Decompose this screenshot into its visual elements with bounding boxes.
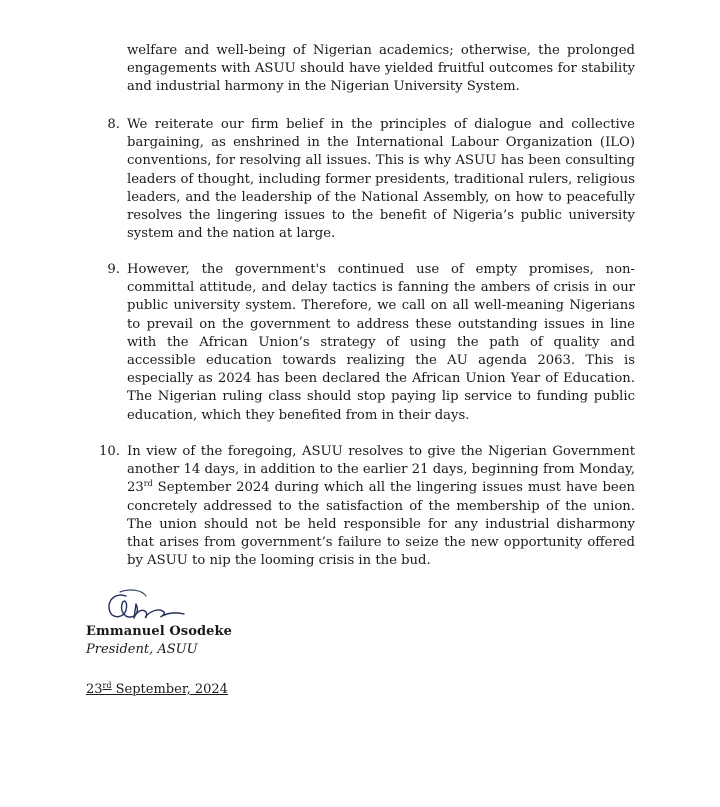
signatory-name: Emmanuel Osodeke: [86, 624, 233, 639]
paragraph-10-number: 10.: [99, 444, 120, 459]
date-rest: September, 2024: [111, 682, 228, 697]
paragraph-10: [127, 443, 635, 570]
date-sup: rd: [102, 681, 112, 690]
paragraph-8: We reiterate our firm belief in the principles of dialogue and collective bargaining, as enshrined in the International Labour Organization (ILO) conventions, for resolving all issues. This is why ASUU has been consulting leaders of thought, including former presidents, traditional rulers, religious leaders, and the leadership of the National Assembly, on how to peacefully resolves the lingering issues to the benefit of Nigeria’s public university system and the nation at large.: [127, 117, 635, 242]
paragraph-7-continued: welfare and well-being of Nigerian academics; otherwise, the prolonged engagements with ASUU should have yielded fruitful outcomes for stability and industrial harmony in the Nigerian University System.: [127, 43, 635, 95]
date-day: 23: [86, 682, 103, 697]
paragraph-10-text-b: September 2024 during which all the lingering issues must have been concretely addressed to the satisfaction of the membership of the union. The union should not be held responsible for any industrial disharmony that arises from government’s failure to seize the new opportunity offered by ASUU to nip the looming crisis in the bud.: [127, 480, 635, 569]
paragraph-9-number: 9.: [107, 262, 120, 277]
signatory-title: President, ASUU: [86, 642, 198, 657]
paragraph-10-text-a: In view of the foregoing, ASUU resolves to give the Nigerian Government another 14 days, in addition to the earlier 21 days, beginning from Monday, 23: [127, 444, 635, 496]
paragraph-10-sup: rd: [143, 479, 153, 489]
paragraph-9: However, the government's continued use of empty promises, non-committal attitude, and delay tactics is fanning the ambers of crisis in our public university system. Therefore, we call on all well-meaning Nigerians to prevail on the government to address these outstanding issues in line with the African Union’s strategy of using the path of quality and accessible education towards realizing the AU agenda 2063. This is especially as 2024 has been declared the African Union Year of Education. The Nigerian ruling class should stop paying lip service to funding public education, which they benefited from in their days.: [127, 262, 635, 423]
handwritten-signature: [100, 586, 190, 628]
paragraph-8-number: 8.: [107, 117, 120, 132]
letter-date: [86, 682, 228, 697]
